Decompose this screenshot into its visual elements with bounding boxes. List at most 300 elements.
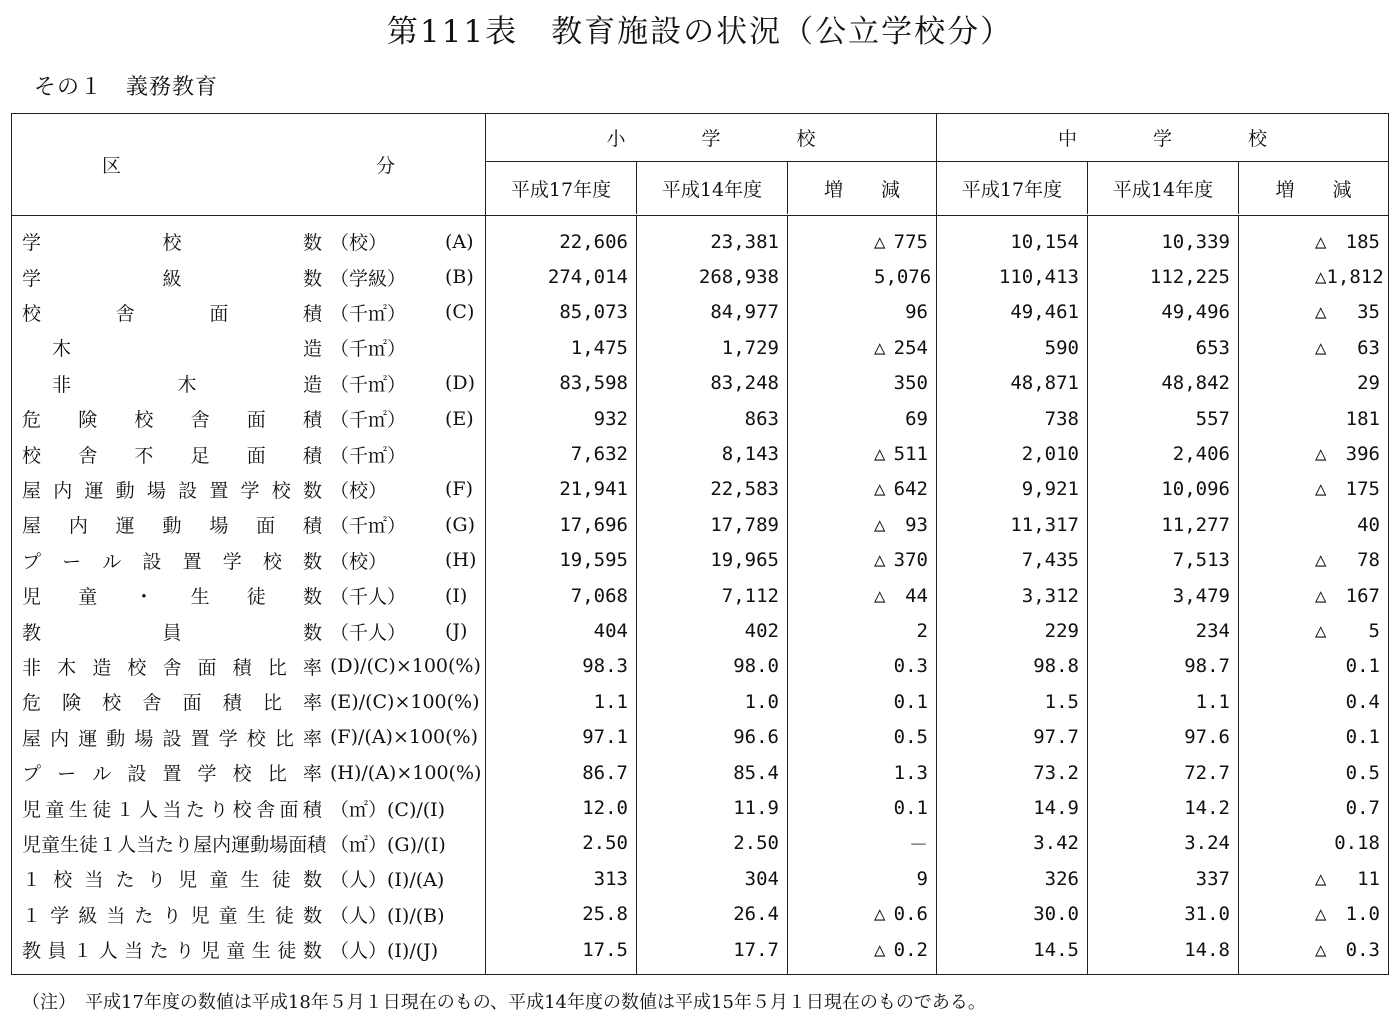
row-label-char: 場 — [209, 515, 229, 538]
row-label — [22, 790, 322, 825]
cell-e14: 8,143 — [721, 443, 779, 466]
row-label-char: 童 — [41, 833, 61, 856]
diff-value: 0.1 — [893, 690, 928, 713]
section-subtitle: その１ 義務教育 — [34, 75, 219, 100]
row-label-char: 員 — [47, 940, 67, 963]
cell-e17: 2.50 — [582, 832, 628, 855]
diff-value: 185 — [1345, 230, 1380, 253]
row-label-char: ル — [92, 763, 112, 786]
cell-e17: 274,014 — [547, 266, 628, 289]
cell-m17: 11,317 — [1010, 513, 1079, 536]
decrease-mark: △ — [1315, 443, 1327, 466]
decrease-mark: △ — [874, 513, 886, 536]
decrease-mark: △ — [874, 549, 886, 572]
diff-value: 254 — [893, 336, 928, 359]
diff-value: 2 — [916, 620, 928, 643]
row-label-char: 級 — [78, 904, 98, 927]
row-label-char: り — [175, 940, 195, 963]
cell-e14: 22,583 — [710, 478, 779, 501]
diff-value: 69 — [905, 407, 928, 430]
cell-m17: 3,312 — [1021, 584, 1079, 607]
decrease-mark: △ — [1315, 867, 1327, 890]
cell-m14: 72.7 — [1184, 761, 1230, 784]
cell-m-diff — [1239, 436, 1388, 471]
cell-m-diff — [1239, 720, 1388, 755]
cell-e14: 304 — [744, 867, 779, 890]
cell-e17: 12.0 — [582, 797, 628, 820]
table-row — [12, 436, 1388, 471]
table-row — [12, 472, 1388, 507]
cell-e-diff — [788, 401, 936, 436]
row-label-char: 数 — [302, 904, 322, 927]
row-label-char: 設 — [127, 763, 147, 786]
table-row — [12, 366, 1388, 401]
diff-value: 0.1 — [893, 797, 928, 820]
decrease-mark: △ — [1315, 230, 1327, 253]
cell-e-diff — [788, 436, 936, 471]
row-label — [52, 330, 322, 365]
row-label-char: 生 — [68, 798, 88, 821]
row-label — [22, 720, 322, 755]
decrease-mark: △ — [1315, 301, 1327, 324]
row-label — [22, 897, 322, 932]
decrease-mark: △ — [874, 938, 886, 961]
row-label-char: 人 — [117, 833, 137, 856]
row-label — [22, 543, 322, 578]
decrease-mark: △ — [1315, 266, 1327, 289]
diff-value: 5 — [1368, 620, 1380, 643]
cell-e-diff — [788, 826, 936, 861]
row-label-char: た — [149, 940, 169, 963]
row-label-char: 校 — [22, 444, 42, 467]
table-row — [12, 295, 1388, 330]
header-m-h17: 平成17年度 — [961, 178, 1063, 201]
cell-m17: 14.5 — [1033, 938, 1079, 961]
row-label-char: 面 — [279, 798, 299, 821]
row-label-char: 生 — [60, 833, 80, 856]
diff-value: 1,812 — [1326, 266, 1384, 289]
table-row — [12, 932, 1388, 967]
cell-e17: 17.5 — [582, 938, 628, 961]
table-row — [12, 861, 1388, 896]
row-unit: （㎡）(C)/(I) — [330, 798, 446, 821]
cell-e17: 17,696 — [559, 513, 628, 536]
cell-e14: 83,248 — [710, 372, 779, 395]
header-elementary: 小 学 校 — [486, 114, 936, 162]
cell-e14: 84,977 — [710, 301, 779, 324]
cell-m17: 73.2 — [1033, 761, 1079, 784]
row-label-char: 員 — [162, 621, 182, 644]
header-kubun-left: 区 — [102, 154, 122, 177]
row-label-char: 徒 — [277, 940, 297, 963]
diff-value: 96 — [905, 301, 928, 324]
row-label-char: 数 — [302, 232, 322, 255]
row-label — [22, 507, 322, 542]
row-label — [22, 861, 322, 896]
row-label-char: 校 — [134, 409, 154, 432]
row-label-char: 学 — [50, 904, 70, 927]
table-row — [12, 224, 1388, 259]
cell-m17: 48,871 — [1010, 372, 1079, 395]
row-code: (I) — [445, 584, 468, 607]
row-label-char: 設 — [162, 727, 182, 750]
row-label-char: 不 — [134, 444, 154, 467]
cell-m-diff — [1239, 790, 1388, 825]
row-label-char: 置 — [209, 479, 229, 502]
cell-m14: 14.2 — [1184, 797, 1230, 820]
row-label-char: 学 — [240, 479, 260, 502]
cell-e-diff — [788, 897, 936, 932]
row-label-char: 積 — [302, 409, 322, 432]
row-label-char: 童 — [226, 940, 246, 963]
cell-m14: 2,406 — [1172, 443, 1230, 466]
row-code: (A) — [445, 230, 474, 253]
row-label-char: 当 — [84, 869, 104, 892]
footnote: （注） 平成17年度の数値は平成18年５月１日現在のもの、平成14年度の数値は平成15年５月１日現在のものである。 — [22, 992, 986, 1013]
cell-m14: 11,277 — [1161, 513, 1230, 536]
cell-m17: 3.42 — [1033, 832, 1079, 855]
row-label-char: 率 — [302, 656, 322, 679]
diff-value: 5,076 — [874, 266, 932, 289]
cell-e14: 19,965 — [710, 549, 779, 572]
row-label-char: 率 — [302, 727, 322, 750]
table-row — [12, 613, 1388, 648]
row-label-char: 場 — [146, 479, 166, 502]
row-label-char: 率 — [302, 763, 322, 786]
row-label-char: 積 — [302, 444, 322, 467]
cell-e-diff — [788, 259, 936, 294]
diff-value: 0.1 — [1345, 655, 1380, 678]
cell-m17: 9,921 — [1021, 478, 1079, 501]
header-kubun-right: 分 — [375, 154, 395, 177]
row-label — [22, 401, 322, 436]
decrease-mark: △ — [1315, 549, 1327, 572]
table-row — [12, 790, 1388, 825]
row-label-char: 学 — [218, 727, 238, 750]
row-label-char: 当 — [162, 798, 182, 821]
row-label-char: 人 — [98, 940, 118, 963]
row-label-char: 舎 — [115, 302, 135, 325]
row-label-char: 動 — [106, 727, 126, 750]
cell-e17: 19,595 — [559, 549, 628, 572]
row-label-char: 舎 — [190, 409, 210, 432]
row-label-char: 運 — [231, 833, 251, 856]
row-label — [22, 295, 322, 330]
row-unit: （千㎡） — [330, 302, 407, 325]
decrease-mark: △ — [874, 443, 886, 466]
header-m-diff: 増 減 — [1275, 178, 1352, 201]
row-label — [22, 578, 322, 613]
row-unit: （人）(I)/(B) — [330, 904, 445, 927]
row-unit: (D)/(C)×100(%) — [330, 655, 481, 678]
cell-m17: 1.5 — [1044, 690, 1079, 713]
row-label-char: プ — [22, 550, 42, 573]
cell-e-diff — [788, 613, 936, 648]
row-label-char: た — [185, 798, 205, 821]
row-label-char: 童 — [209, 869, 229, 892]
header-m-h14: 平成14年度 — [1112, 178, 1214, 201]
row-label — [22, 259, 322, 294]
cell-m-diff — [1239, 224, 1388, 259]
row-label-char: 運 — [84, 479, 104, 502]
table-row — [12, 755, 1388, 790]
row-label-char: 生 — [246, 904, 266, 927]
row-label-char: 教 — [22, 940, 42, 963]
row-label-char: 足 — [190, 444, 210, 467]
row-code: (G) — [445, 513, 476, 536]
cell-m-diff — [1239, 401, 1388, 436]
cell-m14: 97.6 — [1184, 726, 1230, 749]
cell-m-diff — [1239, 330, 1388, 365]
cell-e17: 7,068 — [570, 584, 628, 607]
row-label-char: 面 — [288, 833, 308, 856]
cell-m-diff — [1239, 826, 1388, 861]
cell-e17: 7,632 — [570, 443, 628, 466]
cell-e-diff — [788, 472, 936, 507]
row-label-char: 内 — [212, 833, 232, 856]
diff-value: 0.3 — [1345, 938, 1380, 961]
row-label-char: ル — [102, 550, 122, 573]
header-e-diff: 増 減 — [823, 178, 900, 201]
row-unit: （校） — [330, 479, 388, 502]
cell-m17: 2,010 — [1021, 443, 1079, 466]
cell-e14: 96.6 — [733, 726, 779, 749]
cell-e14: 17,789 — [710, 513, 779, 536]
cell-m17: 97.7 — [1033, 726, 1079, 749]
decrease-mark: △ — [874, 584, 886, 607]
row-label-char: 舎 — [162, 656, 182, 679]
row-label-char: 校 — [22, 302, 42, 325]
row-unit: （千人） — [330, 586, 407, 609]
cell-m17: 229 — [1044, 620, 1079, 643]
table-row — [12, 401, 1388, 436]
row-code: (C) — [445, 301, 475, 324]
row-label-char: 校 — [232, 798, 252, 821]
row-label-char: 当 — [136, 833, 156, 856]
row-label — [22, 826, 327, 861]
row-label-char: 屋 — [22, 479, 42, 502]
table-row — [12, 720, 1388, 755]
row-label-char: 数 — [302, 267, 322, 290]
cell-m17: 590 — [1044, 336, 1079, 359]
cell-m-diff — [1239, 472, 1388, 507]
diff-value: 63 — [1357, 336, 1380, 359]
row-label-char: 童 — [218, 904, 238, 927]
diff-value: 167 — [1345, 584, 1380, 607]
cell-m17: 30.0 — [1033, 903, 1079, 926]
decrease-mark: △ — [874, 478, 886, 501]
row-unit: （千㎡） — [330, 444, 407, 467]
row-label-char: 数 — [302, 479, 322, 502]
row-label-char: ー — [57, 763, 77, 786]
row-unit: (F)/(A)×100(%) — [330, 726, 479, 749]
cell-e-diff — [788, 649, 936, 684]
row-label-char: 面 — [246, 409, 266, 432]
decrease-mark: △ — [1315, 478, 1327, 501]
row-label — [22, 684, 322, 719]
diff-value: 511 — [893, 443, 928, 466]
cell-m14: 112,225 — [1149, 266, 1230, 289]
row-label-char: 童 — [45, 798, 65, 821]
diff-value: 175 — [1345, 478, 1380, 501]
education-facilities-table — [11, 113, 1389, 975]
cell-e14: 26.4 — [733, 903, 779, 926]
row-label-char: 舎 — [256, 798, 276, 821]
row-label-char: 積 — [302, 798, 322, 821]
cell-e-diff — [788, 295, 936, 330]
cell-m-diff — [1239, 932, 1388, 967]
row-label-char: 児 — [22, 798, 42, 821]
diff-value: 0.5 — [1345, 761, 1380, 784]
cell-e-diff — [788, 366, 936, 401]
cell-e17: 1,475 — [570, 336, 628, 359]
row-label-char: 設 — [142, 550, 162, 573]
diff-value: 370 — [893, 549, 928, 572]
row-label-char: 生 — [251, 940, 271, 963]
row-label-char: 危 — [22, 692, 42, 715]
diff-value: 1.0 — [1345, 903, 1380, 926]
row-label-char: 運 — [78, 727, 98, 750]
cell-m14: 10,339 — [1161, 230, 1230, 253]
cell-m14: 3,479 — [1172, 584, 1230, 607]
row-label-char: １ — [115, 798, 135, 821]
row-label-char: １ — [22, 869, 42, 892]
row-code: (F) — [445, 478, 474, 501]
diff-value: 181 — [1345, 407, 1380, 430]
row-unit: （千人） — [330, 621, 407, 644]
row-label-char: 学 — [222, 550, 242, 573]
cell-e-diff — [788, 790, 936, 825]
row-label-char: 校 — [262, 550, 282, 573]
cell-e-diff — [788, 507, 936, 542]
table-row — [12, 543, 1388, 578]
decrease-mark: △ — [1315, 938, 1327, 961]
diff-value: － — [908, 833, 928, 856]
row-label-char: 徒 — [92, 798, 112, 821]
row-unit: (E)/(C)×100(%) — [330, 690, 480, 713]
diff-value: 29 — [1357, 372, 1380, 395]
cell-m17: 738 — [1044, 407, 1079, 430]
row-label-char: 舎 — [142, 692, 162, 715]
cell-e17: 404 — [593, 620, 628, 643]
row-label — [22, 224, 322, 259]
row-label-char: 児 — [178, 869, 198, 892]
row-label-char: 設 — [178, 479, 198, 502]
row-label-char: 率 — [302, 692, 322, 715]
diff-value: 0.18 — [1334, 832, 1380, 855]
row-label-char: 動 — [250, 833, 270, 856]
cell-e14: 23,381 — [710, 230, 779, 253]
row-label-char: 造 — [302, 373, 322, 396]
row-unit: （校） — [330, 550, 388, 573]
cell-e14: 7,112 — [721, 584, 779, 607]
row-label-char: 屋 — [22, 515, 42, 538]
header-middle: 中 学 校 — [937, 114, 1388, 162]
table-header — [12, 114, 1388, 216]
diff-value: 642 — [893, 478, 928, 501]
row-code: (D) — [445, 372, 476, 395]
cell-m-diff — [1239, 684, 1388, 719]
row-code: (E) — [445, 407, 474, 430]
row-unit: （千㎡） — [330, 373, 407, 396]
row-label-char: 童 — [78, 586, 98, 609]
row-label-char: 積 — [222, 692, 242, 715]
table-row — [12, 507, 1388, 542]
cell-e-diff — [788, 224, 936, 259]
row-label-char: 学 — [22, 267, 42, 290]
cell-e-diff — [788, 932, 936, 967]
cell-m14: 48,842 — [1161, 372, 1230, 395]
cell-m14: 234 — [1195, 620, 1230, 643]
row-label-char: 積 — [307, 833, 327, 856]
cell-m17: 49,461 — [1010, 301, 1079, 324]
table-row — [12, 826, 1388, 861]
row-unit: (H)/(A)×100(%) — [330, 761, 482, 784]
diff-value: 35 — [1357, 301, 1380, 324]
diff-value: 0.2 — [893, 938, 928, 961]
header-e-h17: 平成17年度 — [510, 178, 612, 201]
cell-m14: 3.24 — [1184, 832, 1230, 855]
row-label-char: た — [134, 904, 154, 927]
row-label-char: 人 — [139, 798, 159, 821]
row-label-char: 造 — [92, 656, 112, 679]
row-label — [22, 649, 322, 684]
row-label-char: 生 — [240, 869, 260, 892]
header-kubun — [12, 114, 485, 214]
table-row — [12, 684, 1388, 719]
diff-value: 0.1 — [1345, 726, 1380, 749]
table-row — [12, 259, 1388, 294]
cell-m14: 557 — [1195, 407, 1230, 430]
row-label-char: 場 — [134, 727, 154, 750]
row-label-char: 学 — [22, 232, 42, 255]
row-label-char: 児 — [22, 833, 42, 856]
row-label-char: 当 — [124, 940, 144, 963]
row-label-char: 積 — [302, 515, 322, 538]
cell-e-diff — [788, 578, 936, 613]
row-label-char: 積 — [232, 656, 252, 679]
table-row — [12, 897, 1388, 932]
cell-e17: 21,941 — [559, 478, 628, 501]
row-label-char: 比 — [274, 727, 294, 750]
row-label-char: 木 — [52, 338, 72, 361]
diff-value: 93 — [905, 513, 928, 536]
row-label-char: り — [209, 798, 229, 821]
row-code: (B) — [445, 266, 474, 289]
row-label-char: プ — [22, 763, 42, 786]
cell-e-diff — [788, 861, 936, 896]
row-unit: （学級） — [330, 267, 407, 290]
row-label-char: 造 — [302, 338, 322, 361]
row-label-char: 置 — [190, 727, 210, 750]
row-label-char: た — [115, 869, 135, 892]
cell-m14: 49,496 — [1161, 301, 1230, 324]
row-unit: （㎡）(G)/(I) — [330, 833, 446, 856]
cell-m-diff — [1239, 543, 1388, 578]
cell-m-diff — [1239, 259, 1388, 294]
cell-e-diff — [788, 684, 936, 719]
row-label-char: 数 — [302, 869, 322, 892]
row-label-char: 児 — [200, 940, 220, 963]
row-label-char: 校 — [127, 656, 147, 679]
cell-e17: 932 — [593, 407, 628, 430]
cell-m-diff — [1239, 649, 1388, 684]
cell-m14: 31.0 — [1184, 903, 1230, 926]
table-row — [12, 649, 1388, 684]
row-label-char: 運 — [115, 515, 135, 538]
cell-m14: 337 — [1195, 867, 1230, 890]
row-label-char: 徒 — [79, 833, 99, 856]
